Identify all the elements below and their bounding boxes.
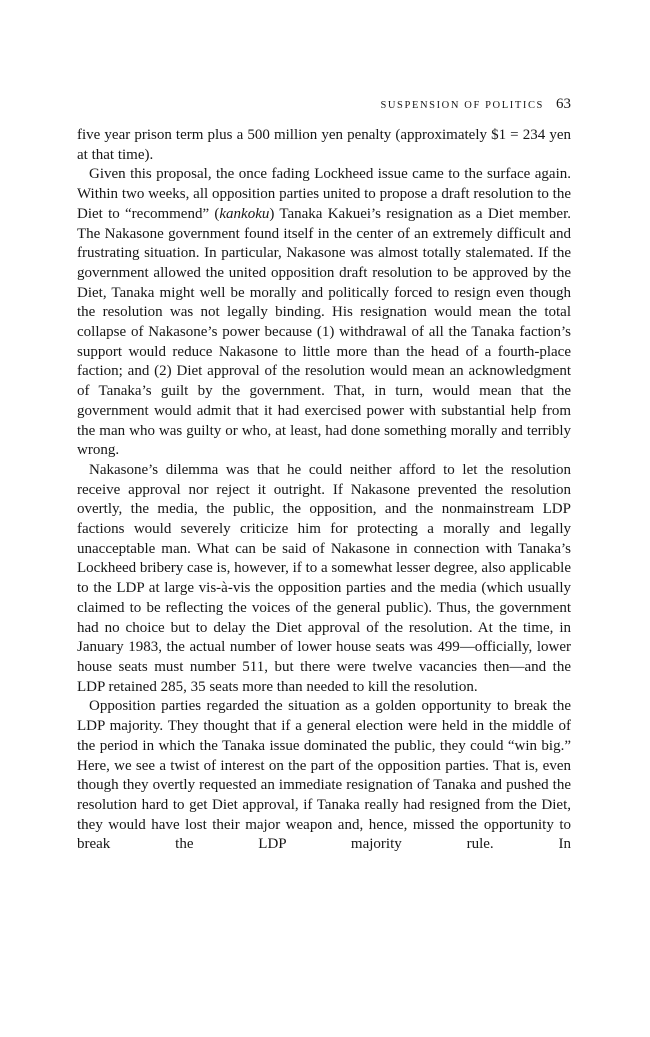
paragraph-opposition-parties: Opposition parties regarded the situation as a golden opportunity to break the LDP majority. They thought that if a general election were held in the middle of the period in which the Tanaka issue dominated the public, they could “win big.” Here, we see a twist of interest on the part of the opposition parties. That is, even though they overtly requested an immediate resignation of Tanaka and pushed the resolution hard to get Diet approval, if Tanaka really had resigned from the Diet, they would have lost their major weapon and, hence, missed the opportunity to break the LDP majority rule. In [77,698,571,853]
paragraph-text: Given this proposal, the once fading Lockheed issue came to the surface again. Within two weeks, all opposition parties united to propose a draft resolution to the Diet to “recommend” ( [77,166,571,222]
japanese-term: kankoku [219,205,270,222]
paragraph-text: ) Tanaka Kakuei’s resignation as a Diet member. The Nakasone government found itself in the center of an extremely difficult and frustrating situation. In particular, Nakasone was almost totally stalemated. If the government allowed the united opposition draft resolution to be approved by the Diet, Tanaka might well be morally and politically forced to resign even though the resolution was not legally binding. His resignation would mean the total collapse of Nakasone’s power because (1) withdrawal of all the Tanaka faction’s support would reduce Nakasone to little more than the head of a fourth-place faction; and (2) Diet approval of the resolution would mean an acknowledgment of Tanaka’s guilt by the government. That, in turn, would mean that the government would admit that it had exercised power with substantial help from the man who was guilty or who, at least, had done something morally and terribly wrong. [77,205,571,459]
body-text [77,126,571,855]
paragraph-lockheed-resolution [77,165,571,461]
paragraph-continued: five year prison term plus a 500 million yen penalty (approximately $1 = 234 yen at that time). [77,127,571,163]
paragraph-nakasone-dilemma: Nakasone’s dilemma was that he could neither afford to let the resolution receive approval nor reject it outright. If Nakasone prevented the resolution overtly, the media, the public, the opposition, and the nonmainstream LDP factions would severely criticize him for protecting a morally and legally unacceptable man. What can be said of Nakasone in connection with Tanaka’s Lockheed bribery case is, however, if to a somewhat lesser degree, also applicable to the LDP at large vis-à-vis the opposition parties and the media (which usually claimed to be reflecting the voices of the general public). Thus, the government had no choice but to delay the Diet approval of the resolution. At the time, in January 1983, the actual number of lower house seats was 499—officially, lower house seats must number 511, but there were twelve vacancies then—and the LDP retained 285, 35 seats more than needed to kill the resolution. [77,461,571,695]
page-number: 63 [556,96,571,112]
book-page [77,96,571,855]
running-title: SUSPENSION OF POLITICS [380,100,544,111]
running-head [77,96,571,118]
